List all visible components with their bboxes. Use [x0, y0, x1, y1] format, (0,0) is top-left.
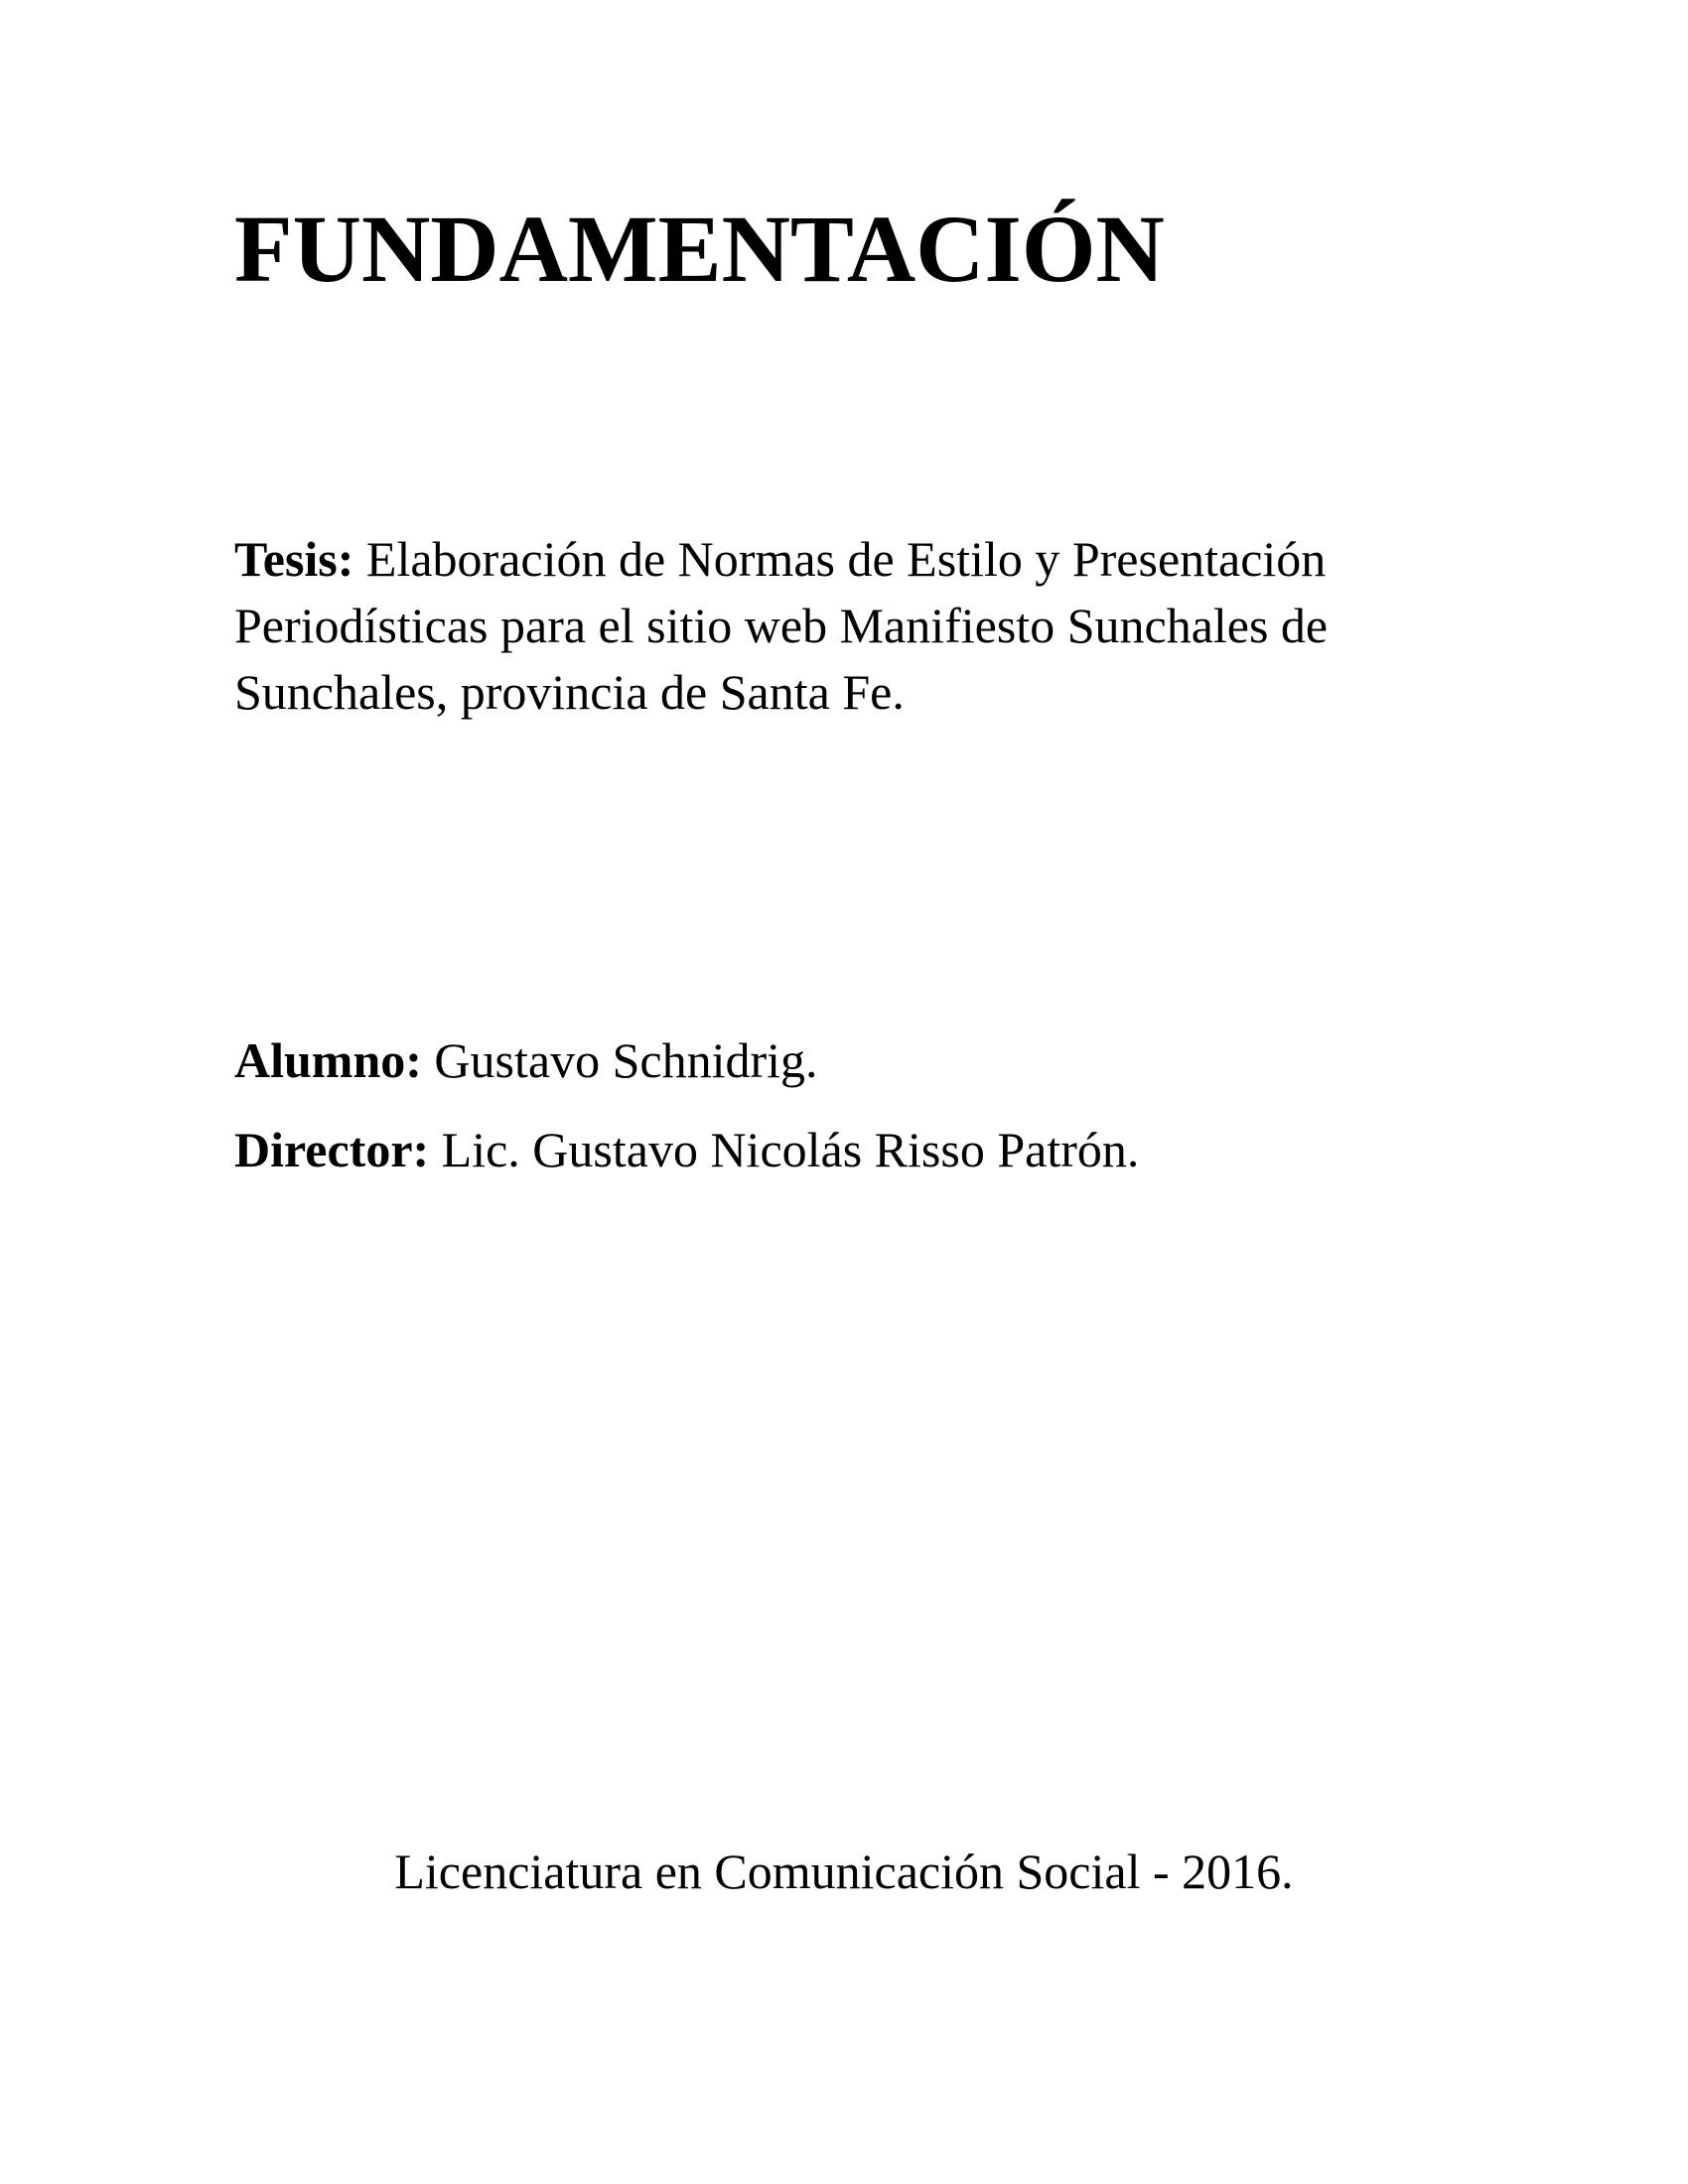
- student-line: [234, 1027, 818, 1094]
- thesis-title: Elaboración de Normas de Estilo y Presentación Periodísticas para el sitio web Manifiesto Sunchales de Sunchales, provincia de Santa Fe.: [234, 531, 1329, 720]
- degree-year-footer: Licenciatura en Comunicación Social - 2016.: [394, 1843, 1294, 1899]
- student-label: Alumno:: [234, 1032, 422, 1088]
- director-label: Director:: [234, 1122, 430, 1177]
- director-line: [234, 1117, 1139, 1183]
- page-title: FUNDAMENTACIÓN: [234, 196, 1165, 302]
- director-name: Lic. Gustavo Nicolás Risso Patrón.: [441, 1122, 1140, 1177]
- student-name: Gustavo Schnidrig.: [434, 1032, 818, 1088]
- thesis-statement: [234, 526, 1525, 726]
- thesis-label: Tesis:: [234, 531, 354, 587]
